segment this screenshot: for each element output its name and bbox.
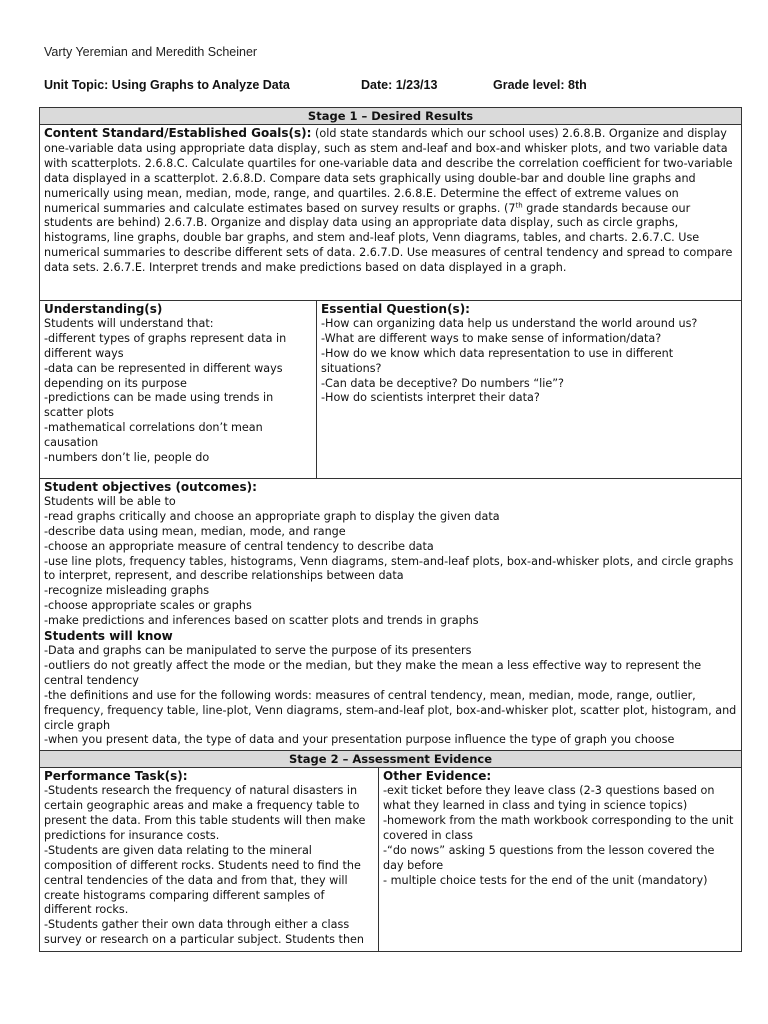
- other-evidence-line: - multiple choice tests for the end of the unit (mandatory): [383, 873, 708, 887]
- know-line: -the definitions and use for the following words: measures of central tendency, mean, median, mode, range, outlier, frequency, frequency table, line-plot, Venn diagrams, stem-and-leaf plot, box-and-whisker plot, scatter plot, histogram, and circle graph: [44, 688, 737, 732]
- essential-question: -How can organizing data help us understand the world around us?: [321, 316, 698, 330]
- content-standard-text-a: (old state standards which our school uses) 2.6.8.B. Organize and display one-variable data using appropriate data display, such as stem and-leaf and box-and whisker plots, and two variable data with scatterplots. 2.6.8.C. Calculate quartiles for one-variable data and describe the correlation coefficient for two-variable data displayed in a scatterplot. 2.6.8.D. Compare data sets graphically using double-bar and double line graphs and numerically using mean, median, mode, range, and quartiles. 2.6.8.E. Determine the effect of extreme values on numerical summaries and calculate estimates based on survey results or graphs. (7: [44, 127, 733, 215]
- objective-line: -recognize misleading graphs: [44, 584, 210, 598]
- objective-line: Students will be able to: [44, 494, 176, 508]
- objective-line: -choose an appropriate measure of central tendency to describe data: [44, 539, 434, 553]
- objective-line: -describe data using mean, median, mode, and range: [44, 524, 346, 538]
- performance-task-line: -Students gather their own data through either a class survey or research on a particular subject. Students then: [44, 918, 365, 947]
- understanding-line: Students will understand that:: [44, 316, 214, 330]
- understanding-line: -predictions can be made using trends in scatter plots: [44, 391, 274, 420]
- content-standard-cell: [40, 125, 742, 301]
- content-standard-sup: th: [515, 200, 523, 209]
- performance-task-line: -Students are given data relating to the mineral composition of different rocks. Students need to find the central tendencies of the data and from that, they will create histograms comparing different samples of different rocks.: [44, 843, 361, 917]
- grade-level: Grade level: 8th: [493, 78, 587, 92]
- know-line: -when you present data, the type of data and your presentation purpose influence the type of graph you choose: [44, 733, 675, 747]
- performance-task-cell: [40, 768, 379, 952]
- objective-line: -make predictions and inferences based on scatter plots and trends in graphs: [44, 614, 479, 628]
- other-evidence-line: -“do nows” asking 5 questions from the lesson covered the day before: [383, 843, 715, 872]
- objective-line: -choose appropriate scales or graphs: [44, 599, 252, 613]
- other-evidence-line: -homework from the math workbook corresponding to the unit covered in class: [383, 814, 734, 842]
- essential-questions-cell: [317, 301, 742, 479]
- other-evidence-label: Other Evidence:: [383, 769, 492, 784]
- essential-question: -How do scientists interpret their data?: [321, 391, 540, 405]
- objective-line: -read graphs critically and choose an appropriate graph to display the given data: [44, 509, 500, 523]
- performance-task-label: Performance Task(s):: [44, 769, 188, 784]
- other-evidence-cell: [379, 768, 742, 952]
- essential-questions-label: Essential Question(s):: [321, 302, 470, 316]
- ubd-template-table: [39, 107, 742, 952]
- essential-question: -How do we know which data representation to use in different situations?: [321, 346, 674, 375]
- stage1-header: Stage 1 – Desired Results: [40, 108, 742, 125]
- objectives-cell: [40, 479, 742, 751]
- students-will-know-label: Students will know: [44, 629, 173, 644]
- essential-question: -What are different ways to make sense of information/data?: [321, 331, 662, 345]
- unit-date: Date: 1/23/13: [361, 78, 438, 92]
- objective-line: -use line plots, frequency tables, histograms, Venn diagrams, stem-and-leaf plots, box-and-whisker plots, and circle graphs to interpret, represent, and describe relationships between data: [44, 554, 734, 583]
- understandings-label: Understanding(s): [44, 302, 163, 316]
- know-line: -outliers do not greatly affect the mode or the median, but they make the mean a less effective way to represent the central tendency: [44, 658, 702, 687]
- understandings-cell: [40, 301, 317, 479]
- essential-question: -Can data be deceptive? Do numbers “lie”?: [321, 376, 564, 390]
- objectives-label: Student objectives (outcomes):: [44, 480, 257, 494]
- know-line: -Data and graphs can be manipulated to serve the purpose of its presenters: [44, 643, 472, 657]
- stage2-header: Stage 2 – Assessment Evidence: [40, 751, 742, 768]
- unit-topic: Unit Topic: Using Graphs to Analyze Data: [44, 78, 290, 92]
- understanding-line: -data can be represented in different ways depending on its purpose: [44, 361, 283, 390]
- understanding-line: -different types of graphs represent data in different ways: [44, 331, 287, 360]
- authors: Varty Yeremian and Meredith Scheiner: [44, 45, 258, 59]
- content-standard-text-b: grade standards because our students are behind) 2.6.7.B. Organize and display data using an appropriate data display, such as circle graphs, histograms, line graphs, double bar graphs, and stem and-leaf plots, Venn diagrams, tables, and charts. 2.6.7.C. Use numerical summaries to describe different sets of data. 2.6.7.D. Use measures of central tendency and spread to compare data sets. 2.6.7.E. Interpret trends and make predictions based on data displayed in a graph.: [44, 201, 733, 275]
- performance-task-line: -Students research the frequency of natural disasters in certain geographic areas and make a frequency table to present the data. From this table students will then make predictions for insurance costs.: [44, 784, 366, 842]
- understanding-line: -numbers don’t lie, people do: [44, 451, 210, 465]
- understanding-line: -mathematical correlations don’t mean causation: [44, 421, 263, 450]
- other-evidence-line: -exit ticket before they leave class (2-3 questions based on what they learned in class and tying in science topics): [383, 784, 715, 813]
- content-standard-label: Content Standard/Established Goals(s):: [44, 126, 312, 140]
